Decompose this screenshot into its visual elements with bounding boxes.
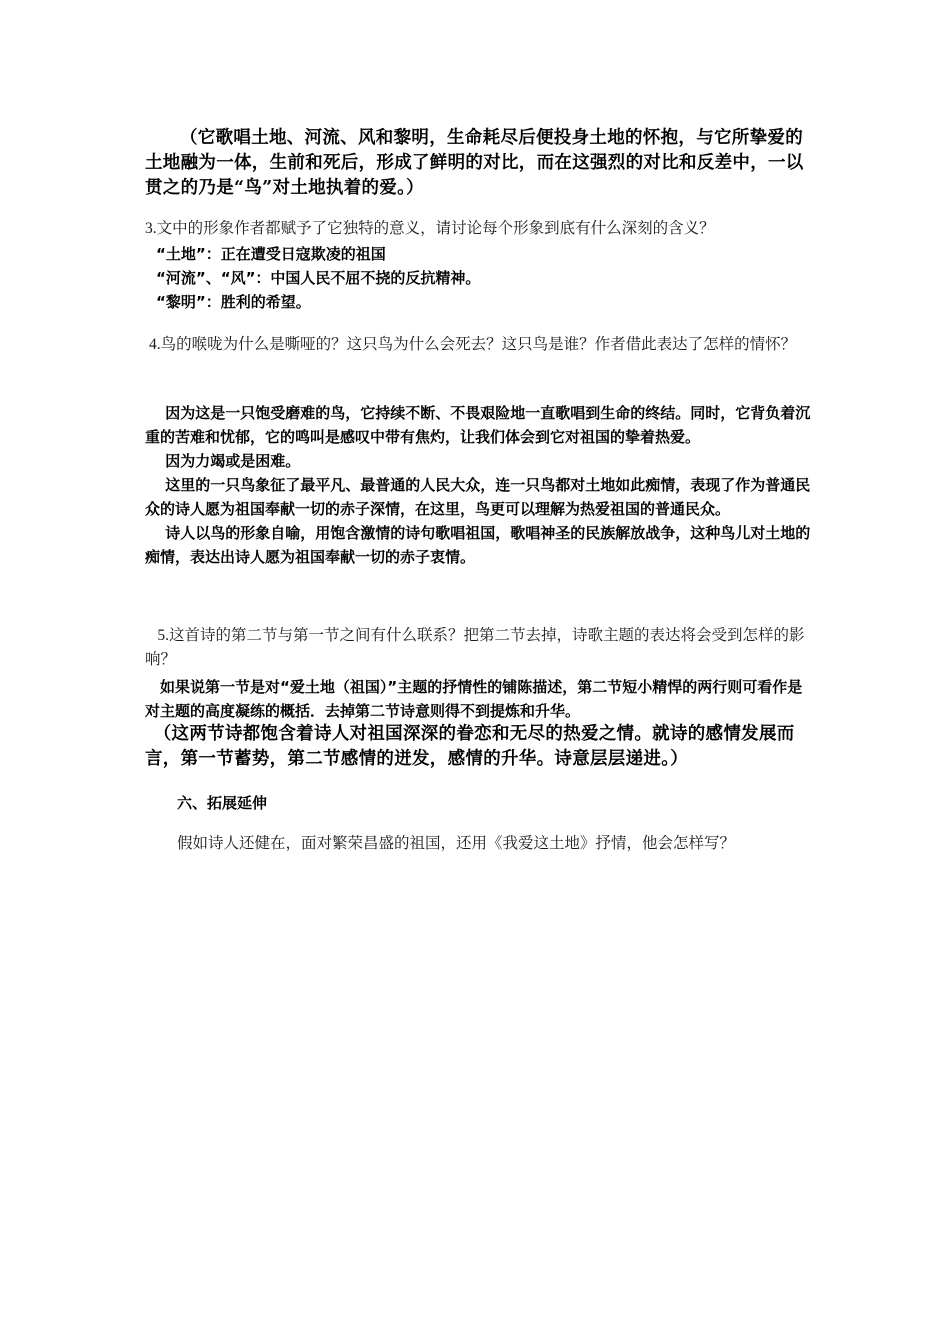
question-5: 5.这首诗的第二节与第一节之间有什么联系？把第二节去掉，诗歌主题的表达将会受到怎样的影响？ [145, 627, 805, 668]
answer-land: “土地”：正在遭受日寇欺凌的祖国 [156, 245, 386, 263]
question-3: 3.文中的形象作者都赋予了它独特的意义，请讨论每个形象到底有什么深刻的含义？ [145, 220, 715, 237]
section-6-question: 假如诗人还健在，面对繁荣昌盛的祖国，还用《我爱这土地》抒情，他会怎样写？ [177, 835, 736, 852]
answer-dawn: “黎明”：胜利的希望。 [156, 293, 311, 311]
answer-4-para-2: 因为力竭或是困难。 [165, 452, 301, 470]
question-4: 4.鸟的喉咙为什么是嘶哑的？这只鸟为什么会死去？这只鸟是谁？作者借此表达了怎样的情怀？ [149, 336, 797, 353]
answer-4-para-1: 因为这是一只饱受磨难的鸟，它持续不断、不畏艰险地一直歌唱到生命的终结。同时，它背负着沉重的苦难和忧郁，它的鸣叫是感叹中带有焦灼，让我们体会到它对祖国的挚着热爱。 [145, 404, 811, 446]
answer-4-para-4: 诗人以鸟的形象自喻，用饱含激情的诗句歌唱祖国，歌唱神圣的民族解放战争，这种鸟儿对土地的痴情，表达出诗人愿为祖国奉献一切的赤子衷情。 [145, 524, 811, 566]
answer-5: 如果说第一节是对“爱土地（祖国）”主题的抒情性的铺陈描述，第二节短小精悍的两行则可看作是对主题的高度凝练的概括．去掉第二节诗意则得不到提炼和升华。 [145, 678, 803, 720]
theme-note: （这两节诗都饱含着诗人对祖国深深的眷恋和无尽的热爱之情。就诗的感情发展而言，第一节蓄势，第二节感情的迸发，感情的升华。诗意层层递进。） [145, 724, 795, 769]
summary-note: （它歌唱土地、河流、风和黎明，生命耗尽后便投身土地的怀抱，与它所挚爱的土地融为一体，生前和死后，形成了鲜明的对比，而在这强烈的对比和反差中，一以贯之的乃是“鸟”对土地执着的爱。） [145, 128, 804, 198]
answer-4-para-3: 这里的一只鸟象征了最平凡、最普通的人民大众，连一只鸟都对土地如此痴情，表现了作为普通民众的诗人愿为祖国奉献一切的赤子深情，在这里，鸟更可以理解为热爱祖国的普通民众。 [145, 476, 811, 518]
answer-river-wind: “河流”、“风”：中国人民不屈不挠的反抗精神。 [156, 269, 481, 287]
question-4-answers [145, 401, 815, 569]
question-3-answers [156, 242, 826, 314]
section-6-title: 六、拓展延伸 [177, 794, 268, 812]
